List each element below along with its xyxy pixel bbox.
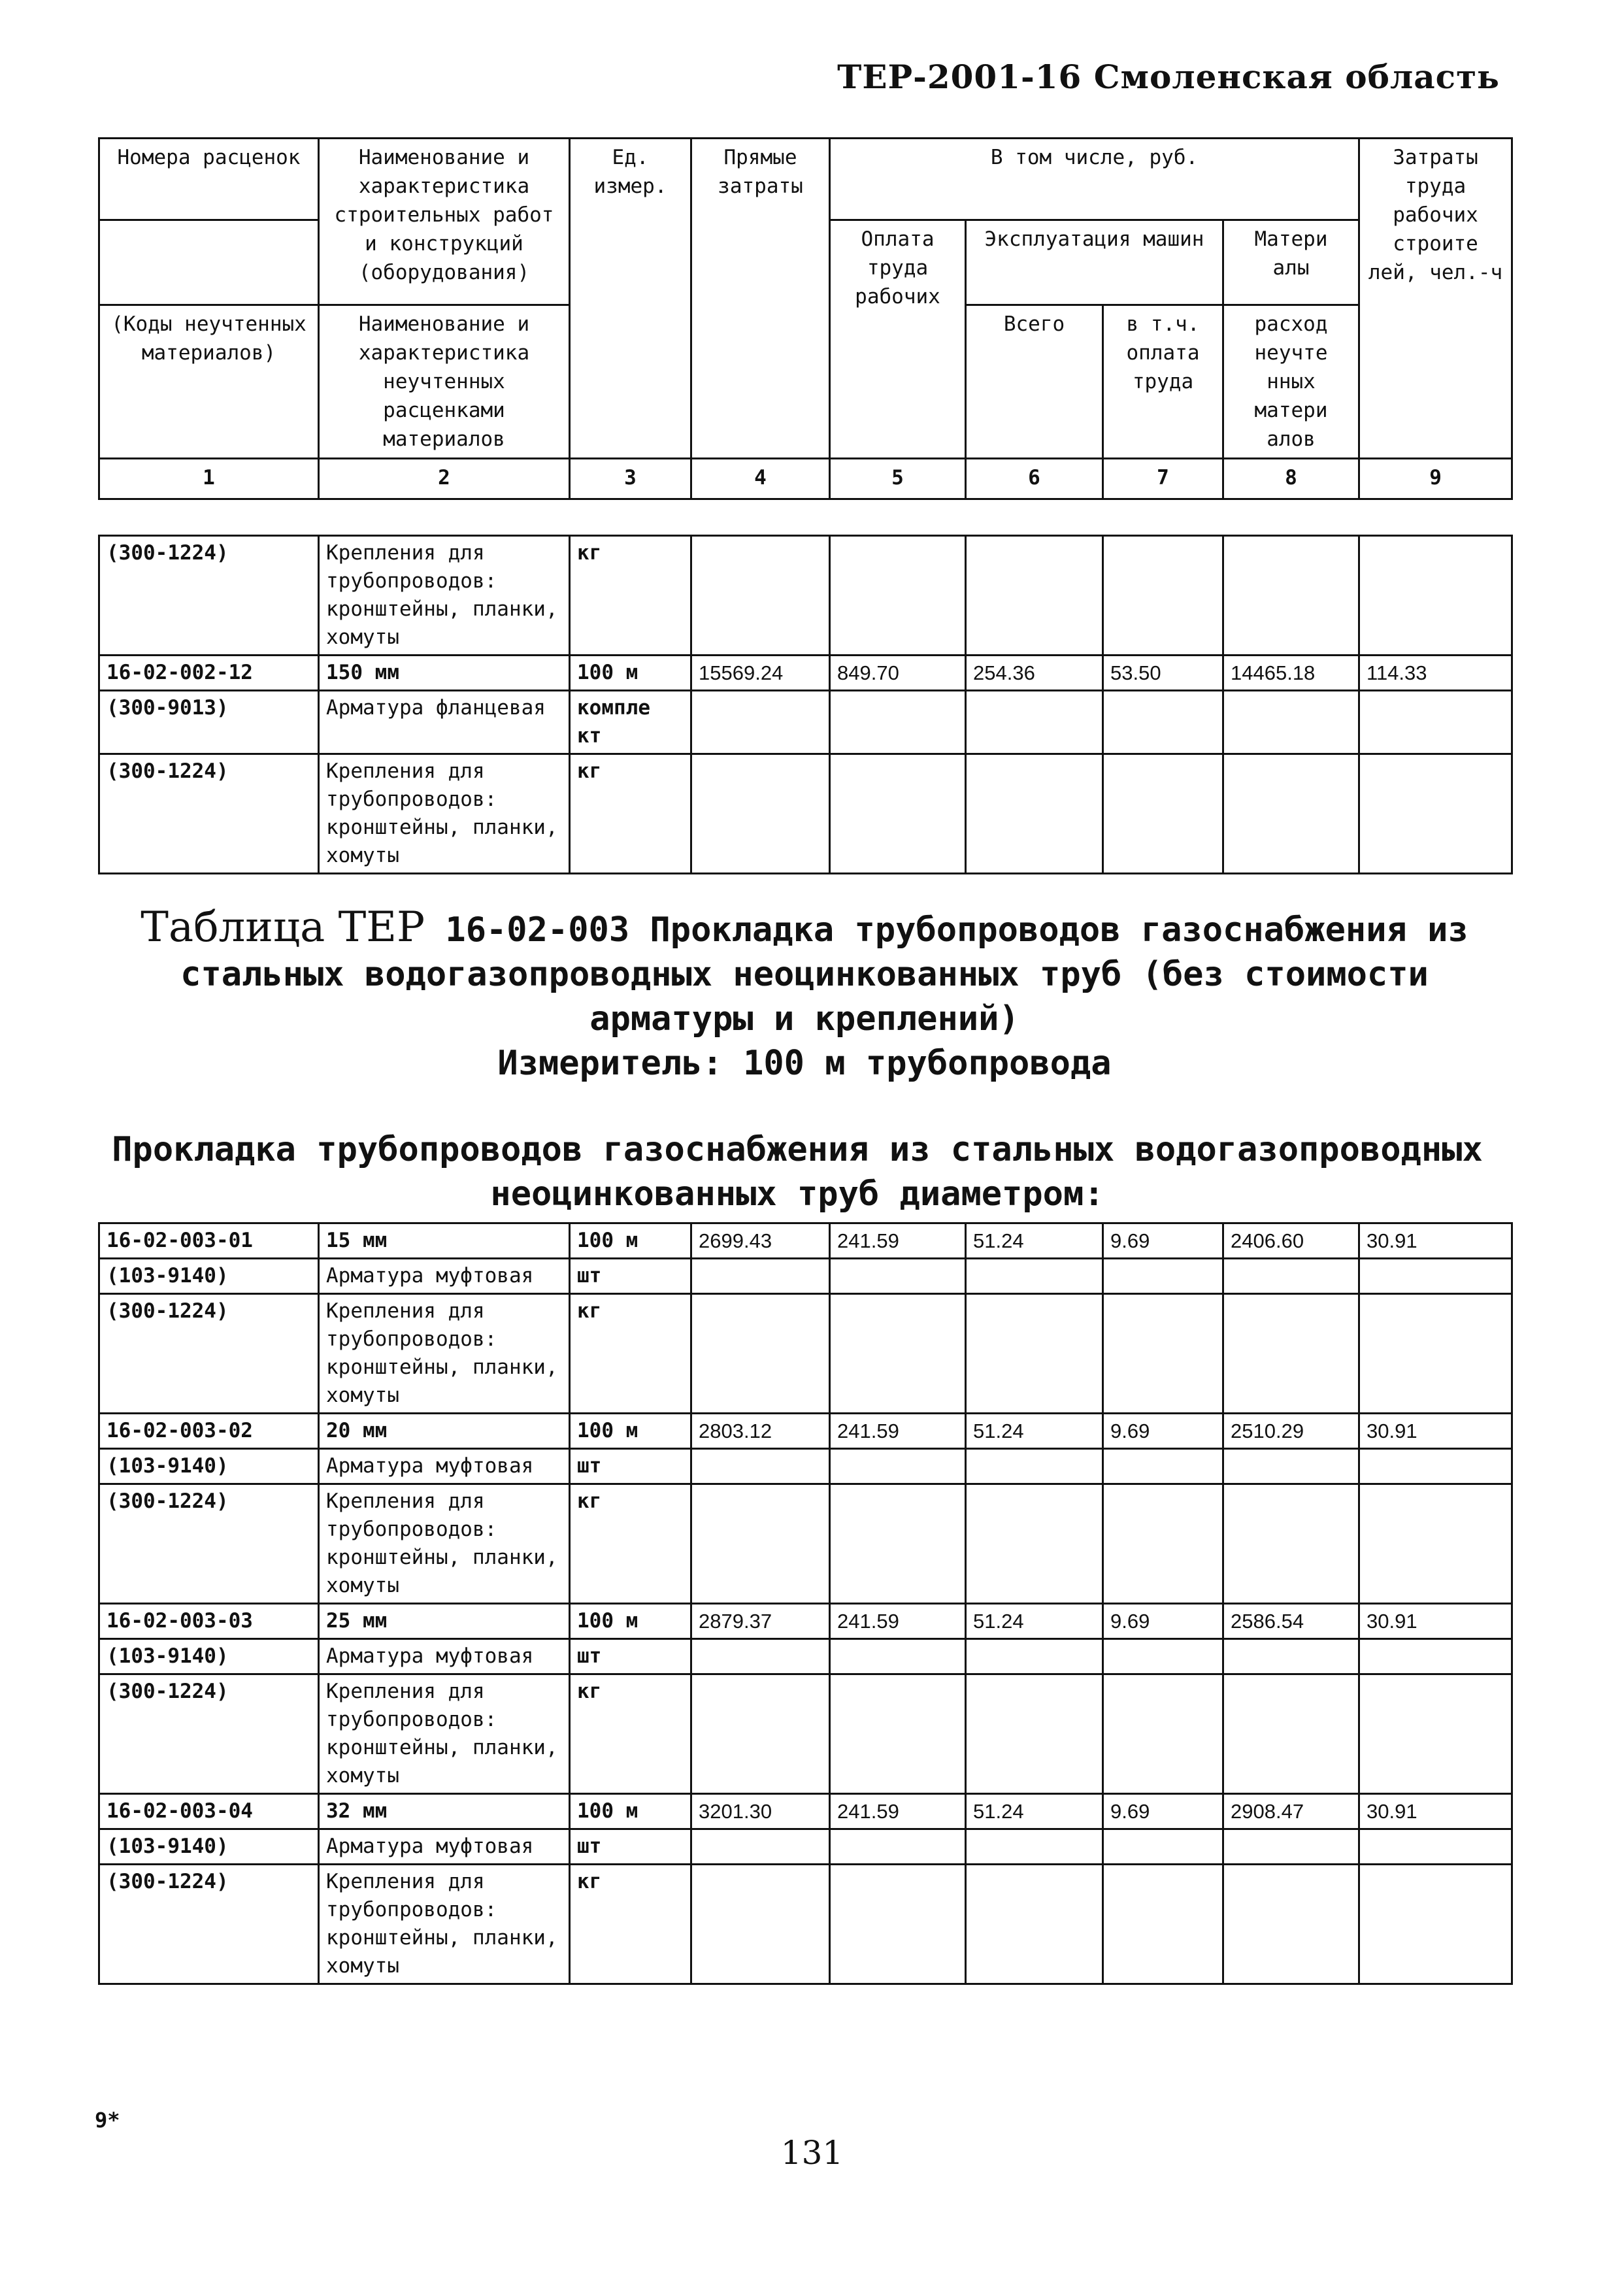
item-name-cell: Крепления для трубопроводов: кронштейны, планки, хомуты (319, 536, 570, 656)
unit-cell: кг (570, 1865, 691, 1984)
direct-costs-cell (691, 1865, 830, 1984)
materials-cost-cell (1223, 1294, 1359, 1414)
labor-hours-cell (1359, 691, 1512, 754)
col-number: 7 (1103, 459, 1223, 499)
col-header-work-name: Наименование и характеристика строительных работ и конструкций (оборудования) (319, 139, 570, 305)
materials-cost-cell (1223, 1484, 1359, 1604)
item-name-cell: 32 мм (319, 1794, 570, 1829)
table-row (99, 754, 1512, 874)
direct-costs-cell (691, 1639, 830, 1674)
unit-cell: кг (570, 1484, 691, 1604)
rate-code-cell: (300-1224) (99, 1294, 319, 1414)
labor-hours-cell (1359, 1449, 1512, 1484)
direct-costs-cell (691, 1484, 830, 1604)
materials-cost-cell (1223, 754, 1359, 874)
machines-labor-cell: 9.69 (1103, 1794, 1223, 1829)
footnote-mark: 9* (95, 2108, 120, 2133)
item-name-cell: Крепления для трубопроводов: кронштейны, планки, хомуты (319, 1294, 570, 1414)
rate-code-cell: (103-9140) (99, 1829, 319, 1865)
rates-table-continued (98, 535, 1513, 874)
direct-costs-cell (691, 1259, 830, 1294)
direct-costs-cell (691, 1294, 830, 1414)
labor-pay-cell (830, 1259, 966, 1294)
labor-pay-cell (830, 1639, 966, 1674)
labor-hours-cell (1359, 754, 1512, 874)
item-name-cell: 20 мм (319, 1414, 570, 1449)
col-number: 5 (830, 459, 966, 499)
unit-cell: шт (570, 1639, 691, 1674)
table-row (99, 1674, 1512, 1794)
machines-labor-cell (1103, 536, 1223, 656)
rate-code-cell: 16-02-003-01 (99, 1223, 319, 1259)
col-number: 2 (319, 459, 570, 499)
table-row (99, 1604, 1512, 1639)
rates-table-16-02-003-body (99, 1223, 1512, 1984)
machines-labor-cell (1103, 1639, 1223, 1674)
machines-labor-cell (1103, 1674, 1223, 1794)
column-header-table (98, 137, 1513, 500)
materials-cost-cell (1223, 1449, 1359, 1484)
machines-total-cell (966, 1674, 1103, 1794)
table-title-prefix: Таблица ТЕР (141, 903, 425, 952)
machines-labor-cell (1103, 1259, 1223, 1294)
materials-cost-cell (1223, 1865, 1359, 1984)
machines-total-cell: 51.24 (966, 1604, 1103, 1639)
machines-total-cell (966, 536, 1103, 656)
item-name-cell: Арматура фланцевая (319, 691, 570, 754)
machines-labor-cell (1103, 691, 1223, 754)
direct-costs-cell (691, 1449, 830, 1484)
labor-hours-cell (1359, 1674, 1512, 1794)
col-header-material-name: Наименование и характеристика неучтенных расценками материалов (319, 305, 570, 459)
machines-total-cell (966, 1639, 1103, 1674)
labor-pay-cell: 241.59 (830, 1604, 966, 1639)
direct-costs-cell: 2879.37 (691, 1604, 830, 1639)
direct-costs-cell (691, 536, 830, 656)
item-name-cell: Крепления для трубопроводов: кронштейны, планки, хомуты (319, 1865, 570, 1984)
col-number: 9 (1359, 459, 1512, 499)
labor-pay-cell (830, 754, 966, 874)
machines-total-cell (966, 1865, 1103, 1984)
col-header-materials-consumption: расход неучте нных матери алов (1223, 305, 1359, 459)
materials-cost-cell (1223, 1674, 1359, 1794)
labor-hours-cell: 30.91 (1359, 1414, 1512, 1449)
unit-cell: шт (570, 1449, 691, 1484)
materials-cost-cell: 2510.29 (1223, 1414, 1359, 1449)
machines-total-cell (966, 1294, 1103, 1414)
item-name-cell: Арматура муфтовая (319, 1639, 570, 1674)
unit-cell: 100 м (570, 1414, 691, 1449)
table-row (99, 1865, 1512, 1984)
machines-total-cell (966, 1484, 1103, 1604)
unit-cell: 100 м (570, 1223, 691, 1259)
table-row (99, 1414, 1512, 1449)
col-header-rate-numbers: Номера расценок (99, 139, 319, 220)
machines-total-cell (966, 691, 1103, 754)
unit-cell: кг (570, 1294, 691, 1414)
machines-total-cell (966, 754, 1103, 874)
rates-table-16-02-003 (98, 1222, 1513, 1985)
materials-cost-cell (1223, 1829, 1359, 1865)
rate-code-cell: (103-9140) (99, 1639, 319, 1674)
col-header-machines-labor: в т.ч. оплата труда (1103, 305, 1223, 459)
machines-total-cell: 51.24 (966, 1794, 1103, 1829)
item-name-cell: Арматура муфтовая (319, 1449, 570, 1484)
machines-total-cell: 51.24 (966, 1414, 1103, 1449)
col-header-unit: Ед. измер. (570, 139, 691, 459)
labor-pay-cell (830, 1829, 966, 1865)
direct-costs-cell: 15569.24 (691, 656, 830, 691)
item-name-cell: Арматура муфтовая (319, 1259, 570, 1294)
materials-cost-cell (1223, 536, 1359, 656)
col-header-in-total: В том числе, руб. (830, 139, 1359, 220)
machines-labor-cell (1103, 1294, 1223, 1414)
unit-cell: шт (570, 1259, 691, 1294)
table-row (99, 1449, 1512, 1484)
unit-cell: кг (570, 754, 691, 874)
col-header-direct-costs: Прямые затраты (691, 139, 830, 459)
col-number: 1 (99, 459, 319, 499)
table-row (99, 691, 1512, 754)
labor-hours-cell (1359, 1829, 1512, 1865)
table-row (99, 1794, 1512, 1829)
table-measure: Измеритель: 100 м трубопровода (497, 1044, 1112, 1083)
labor-hours-cell (1359, 1259, 1512, 1294)
item-name-cell: 150 мм (319, 656, 570, 691)
direct-costs-cell (691, 691, 830, 754)
machines-labor-cell (1103, 754, 1223, 874)
machines-total-cell (966, 1259, 1103, 1294)
materials-cost-cell (1223, 1259, 1359, 1294)
labor-hours-cell: 30.91 (1359, 1223, 1512, 1259)
labor-pay-cell: 241.59 (830, 1794, 966, 1829)
col-number: 8 (1223, 459, 1359, 499)
col-number: 6 (966, 459, 1103, 499)
rates-table-continued-body (99, 536, 1512, 874)
rate-code-cell: (103-9140) (99, 1259, 319, 1294)
unit-cell: кг (570, 536, 691, 656)
rate-code-cell: (300-1224) (99, 754, 319, 874)
table-row (99, 1294, 1512, 1414)
machines-labor-cell: 9.69 (1103, 1223, 1223, 1259)
unit-cell: 100 м (570, 656, 691, 691)
col-header-materials: Матери алы (1223, 220, 1359, 305)
direct-costs-cell (691, 754, 830, 874)
materials-cost-cell: 2586.54 (1223, 1604, 1359, 1639)
machines-labor-cell (1103, 1865, 1223, 1984)
table-row (99, 1829, 1512, 1865)
unit-cell: кг (570, 1674, 691, 1794)
unit-cell: компле кт (570, 691, 691, 754)
col-header-empty (99, 220, 319, 305)
materials-cost-cell (1223, 1639, 1359, 1674)
rate-code-cell: (300-1224) (99, 536, 319, 656)
table-title-text: 16-02-003 Прокладка трубопроводов газоснабжения из стальных водогазопроводных неоцинкованных труб (без стоимости арматуры и креплений) (180, 910, 1468, 1039)
labor-hours-cell: 114.33 (1359, 656, 1512, 691)
labor-hours-cell (1359, 536, 1512, 656)
unit-cell: 100 м (570, 1794, 691, 1829)
item-name-cell: 25 мм (319, 1604, 570, 1639)
col-number: 4 (691, 459, 830, 499)
table-row (99, 1484, 1512, 1604)
materials-cost-cell: 14465.18 (1223, 656, 1359, 691)
direct-costs-cell (691, 1829, 830, 1865)
item-name-cell: Арматура муфтовая (319, 1829, 570, 1865)
labor-pay-cell: 241.59 (830, 1223, 966, 1259)
rate-code-cell: 16-02-003-03 (99, 1604, 319, 1639)
labor-pay-cell (830, 1674, 966, 1794)
labor-pay-cell: 241.59 (830, 1414, 966, 1449)
item-name-cell: Крепления для трубопроводов: кронштейны, планки, хомуты (319, 754, 570, 874)
machines-total-cell: 254.36 (966, 656, 1103, 691)
table-row (99, 536, 1512, 656)
direct-costs-cell: 2803.12 (691, 1414, 830, 1449)
labor-hours-cell: 30.91 (1359, 1604, 1512, 1639)
rate-code-cell: (300-1224) (99, 1674, 319, 1794)
machines-total-cell (966, 1449, 1103, 1484)
machines-total-cell: 51.24 (966, 1223, 1103, 1259)
materials-cost-cell: 2406.60 (1223, 1223, 1359, 1259)
item-name-cell: 15 мм (319, 1223, 570, 1259)
machines-labor-cell: 9.69 (1103, 1414, 1223, 1449)
rate-code-cell: 16-02-003-02 (99, 1414, 319, 1449)
materials-cost-cell (1223, 691, 1359, 754)
col-header-machines: Эксплуатация машин (966, 220, 1223, 305)
rate-code-cell: 16-02-003-04 (99, 1794, 319, 1829)
table-row (99, 656, 1512, 691)
direct-costs-cell (691, 1674, 830, 1794)
col-header-machines-total: Всего (966, 305, 1103, 459)
page-number: 131 (780, 2134, 844, 2172)
labor-pay-cell (830, 1865, 966, 1984)
rate-code-cell: 16-02-002-12 (99, 656, 319, 691)
document-header-title: ТЕР-2001-16 Смоленская область (837, 58, 1500, 96)
item-name-cell: Крепления для трубопроводов: кронштейны, планки, хомуты (319, 1484, 570, 1604)
table-row (99, 1223, 1512, 1259)
col-header-material-codes: (Коды неучтенных материалов) (99, 305, 319, 459)
unit-cell: шт (570, 1829, 691, 1865)
labor-hours-cell (1359, 1865, 1512, 1984)
materials-cost-cell: 2908.47 (1223, 1794, 1359, 1829)
direct-costs-cell: 3201.30 (691, 1794, 830, 1829)
labor-hours-cell: 30.91 (1359, 1794, 1512, 1829)
labor-pay-cell (830, 536, 966, 656)
item-name-cell: Крепления для трубопроводов: кронштейны, планки, хомуты (319, 1674, 570, 1794)
labor-hours-cell (1359, 1484, 1512, 1604)
machines-labor-cell (1103, 1829, 1223, 1865)
rate-code-cell: (300-1224) (99, 1484, 319, 1604)
machines-total-cell (966, 1829, 1103, 1865)
table-row (99, 1639, 1512, 1674)
labor-pay-cell (830, 1294, 966, 1414)
machines-labor-cell: 53.50 (1103, 656, 1223, 691)
labor-hours-cell (1359, 1294, 1512, 1414)
rate-code-cell: (300-1224) (99, 1865, 319, 1984)
labor-hours-cell (1359, 1639, 1512, 1674)
table-subtitle: Прокладка трубопроводов газоснабжения из стальных водогазопроводных неоцинкованных труб диаметром: (112, 1130, 1483, 1214)
labor-pay-cell (830, 691, 966, 754)
rate-code-cell: (103-9140) (99, 1449, 319, 1484)
machines-labor-cell (1103, 1449, 1223, 1484)
labor-pay-cell (830, 1449, 966, 1484)
direct-costs-cell: 2699.43 (691, 1223, 830, 1259)
col-header-labor-pay: Оплата труда рабочих (830, 220, 966, 459)
machines-labor-cell (1103, 1484, 1223, 1604)
labor-pay-cell (830, 1484, 966, 1604)
rate-code-cell: (300-9013) (99, 691, 319, 754)
col-header-labor-hours: Затраты труда рабочих строите лей, чел.-ч (1359, 139, 1512, 459)
labor-pay-cell: 849.70 (830, 656, 966, 691)
col-number: 3 (570, 459, 691, 499)
table-row (99, 1259, 1512, 1294)
unit-cell: 100 м (570, 1604, 691, 1639)
machines-labor-cell: 9.69 (1103, 1604, 1223, 1639)
table-title (98, 905, 1511, 1086)
